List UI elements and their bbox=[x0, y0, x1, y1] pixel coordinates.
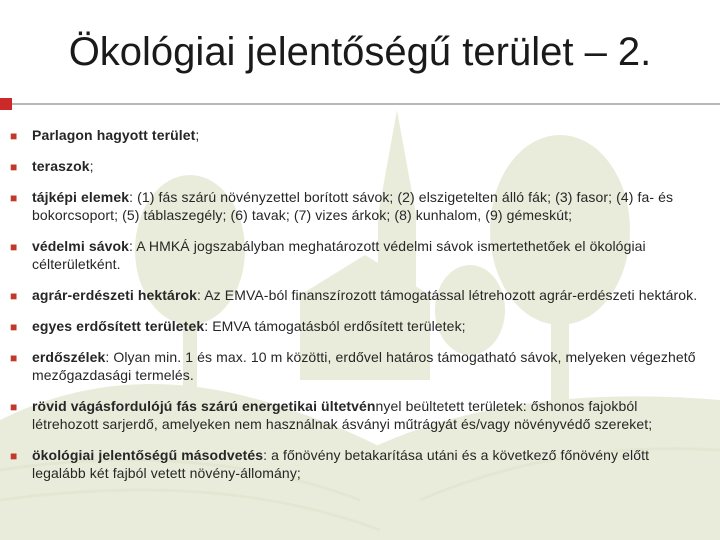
bullet-term: egyes erdősített területek bbox=[32, 318, 205, 334]
bullet-list bbox=[0, 126, 720, 495]
square-bullet-icon: ■ bbox=[10, 351, 18, 365]
list-item bbox=[0, 126, 720, 144]
bullet-term: védelmi sávok bbox=[32, 238, 130, 254]
bullet-term: erdőszélek bbox=[32, 349, 106, 365]
square-bullet-icon: ■ bbox=[10, 129, 18, 143]
bullet-text: : EMVA támogatásból erdősített területek; bbox=[204, 318, 466, 334]
bullet-text: : Az EMVA-ból finanszírozott támogatással létrehozott agrár-erdészeti hektárok. bbox=[197, 287, 698, 303]
square-bullet-icon: ■ bbox=[10, 240, 18, 254]
bullet-term: agrár-erdészeti hektárok bbox=[32, 287, 198, 303]
list-item bbox=[0, 317, 720, 335]
square-bullet-icon: ■ bbox=[10, 320, 18, 334]
title-accent-bar bbox=[0, 98, 12, 110]
square-bullet-icon: ■ bbox=[10, 400, 18, 414]
list-item bbox=[0, 157, 720, 175]
bullet-text: : (1) fás szárú növényzettel borított sávok; (2) elszigetelten álló fák; (3) fasor; (4) fa- és bokorcsoport; (5) táblaszegély; (6) tavak; (7) vizes árkok; (8) kunhalom, (9) gémeskút; bbox=[32, 189, 674, 223]
square-bullet-icon: ■ bbox=[10, 160, 18, 174]
bullet-term: teraszok bbox=[32, 158, 90, 174]
list-item bbox=[0, 188, 720, 224]
bullet-term: ökológiai jelentőségű másodvetés bbox=[32, 447, 264, 463]
square-bullet-icon: ■ bbox=[10, 191, 18, 205]
slide-title: Ökológiai jelentőségű terület – 2. bbox=[68, 30, 652, 74]
bullet-term: rövid vágásfordulójú fás szárú energetikai ültetvén bbox=[32, 398, 376, 414]
bullet-text: : Olyan min. 1 és max. 10 m közötti, erdővel határos támogatható sávok, melyeken végezhető mezőgazdasági termelés. bbox=[32, 349, 696, 383]
list-item bbox=[0, 397, 720, 433]
bullet-text: : A HMKÁ jogszabályban meghatározott védelmi sávok ismertethetőek el ökológiai célterületként. bbox=[32, 238, 646, 272]
bullet-term: tájképi elemek bbox=[32, 189, 130, 205]
bullet-term: Parlagon hagyott terület bbox=[32, 127, 196, 143]
bullet-text: ; bbox=[195, 127, 200, 143]
square-bullet-icon: ■ bbox=[10, 449, 18, 463]
list-item bbox=[0, 446, 720, 482]
square-bullet-icon: ■ bbox=[10, 289, 18, 303]
bullet-text: : a főnövény betakarítása utáni és a következő főnövény előtt legalább két fajból vetett növény-állomány; bbox=[32, 447, 650, 481]
bullet-text: nyel beültetett területek: őshonos fajokból létrehozott sarjerdő, amelyeken nem használnak ásványi műtrágyát és/vagy növényvédő szereket; bbox=[32, 398, 653, 432]
title-divider bbox=[12, 103, 720, 105]
list-item bbox=[0, 237, 720, 273]
list-item bbox=[0, 286, 720, 304]
bullet-text: ; bbox=[89, 158, 94, 174]
list-item bbox=[0, 348, 720, 384]
